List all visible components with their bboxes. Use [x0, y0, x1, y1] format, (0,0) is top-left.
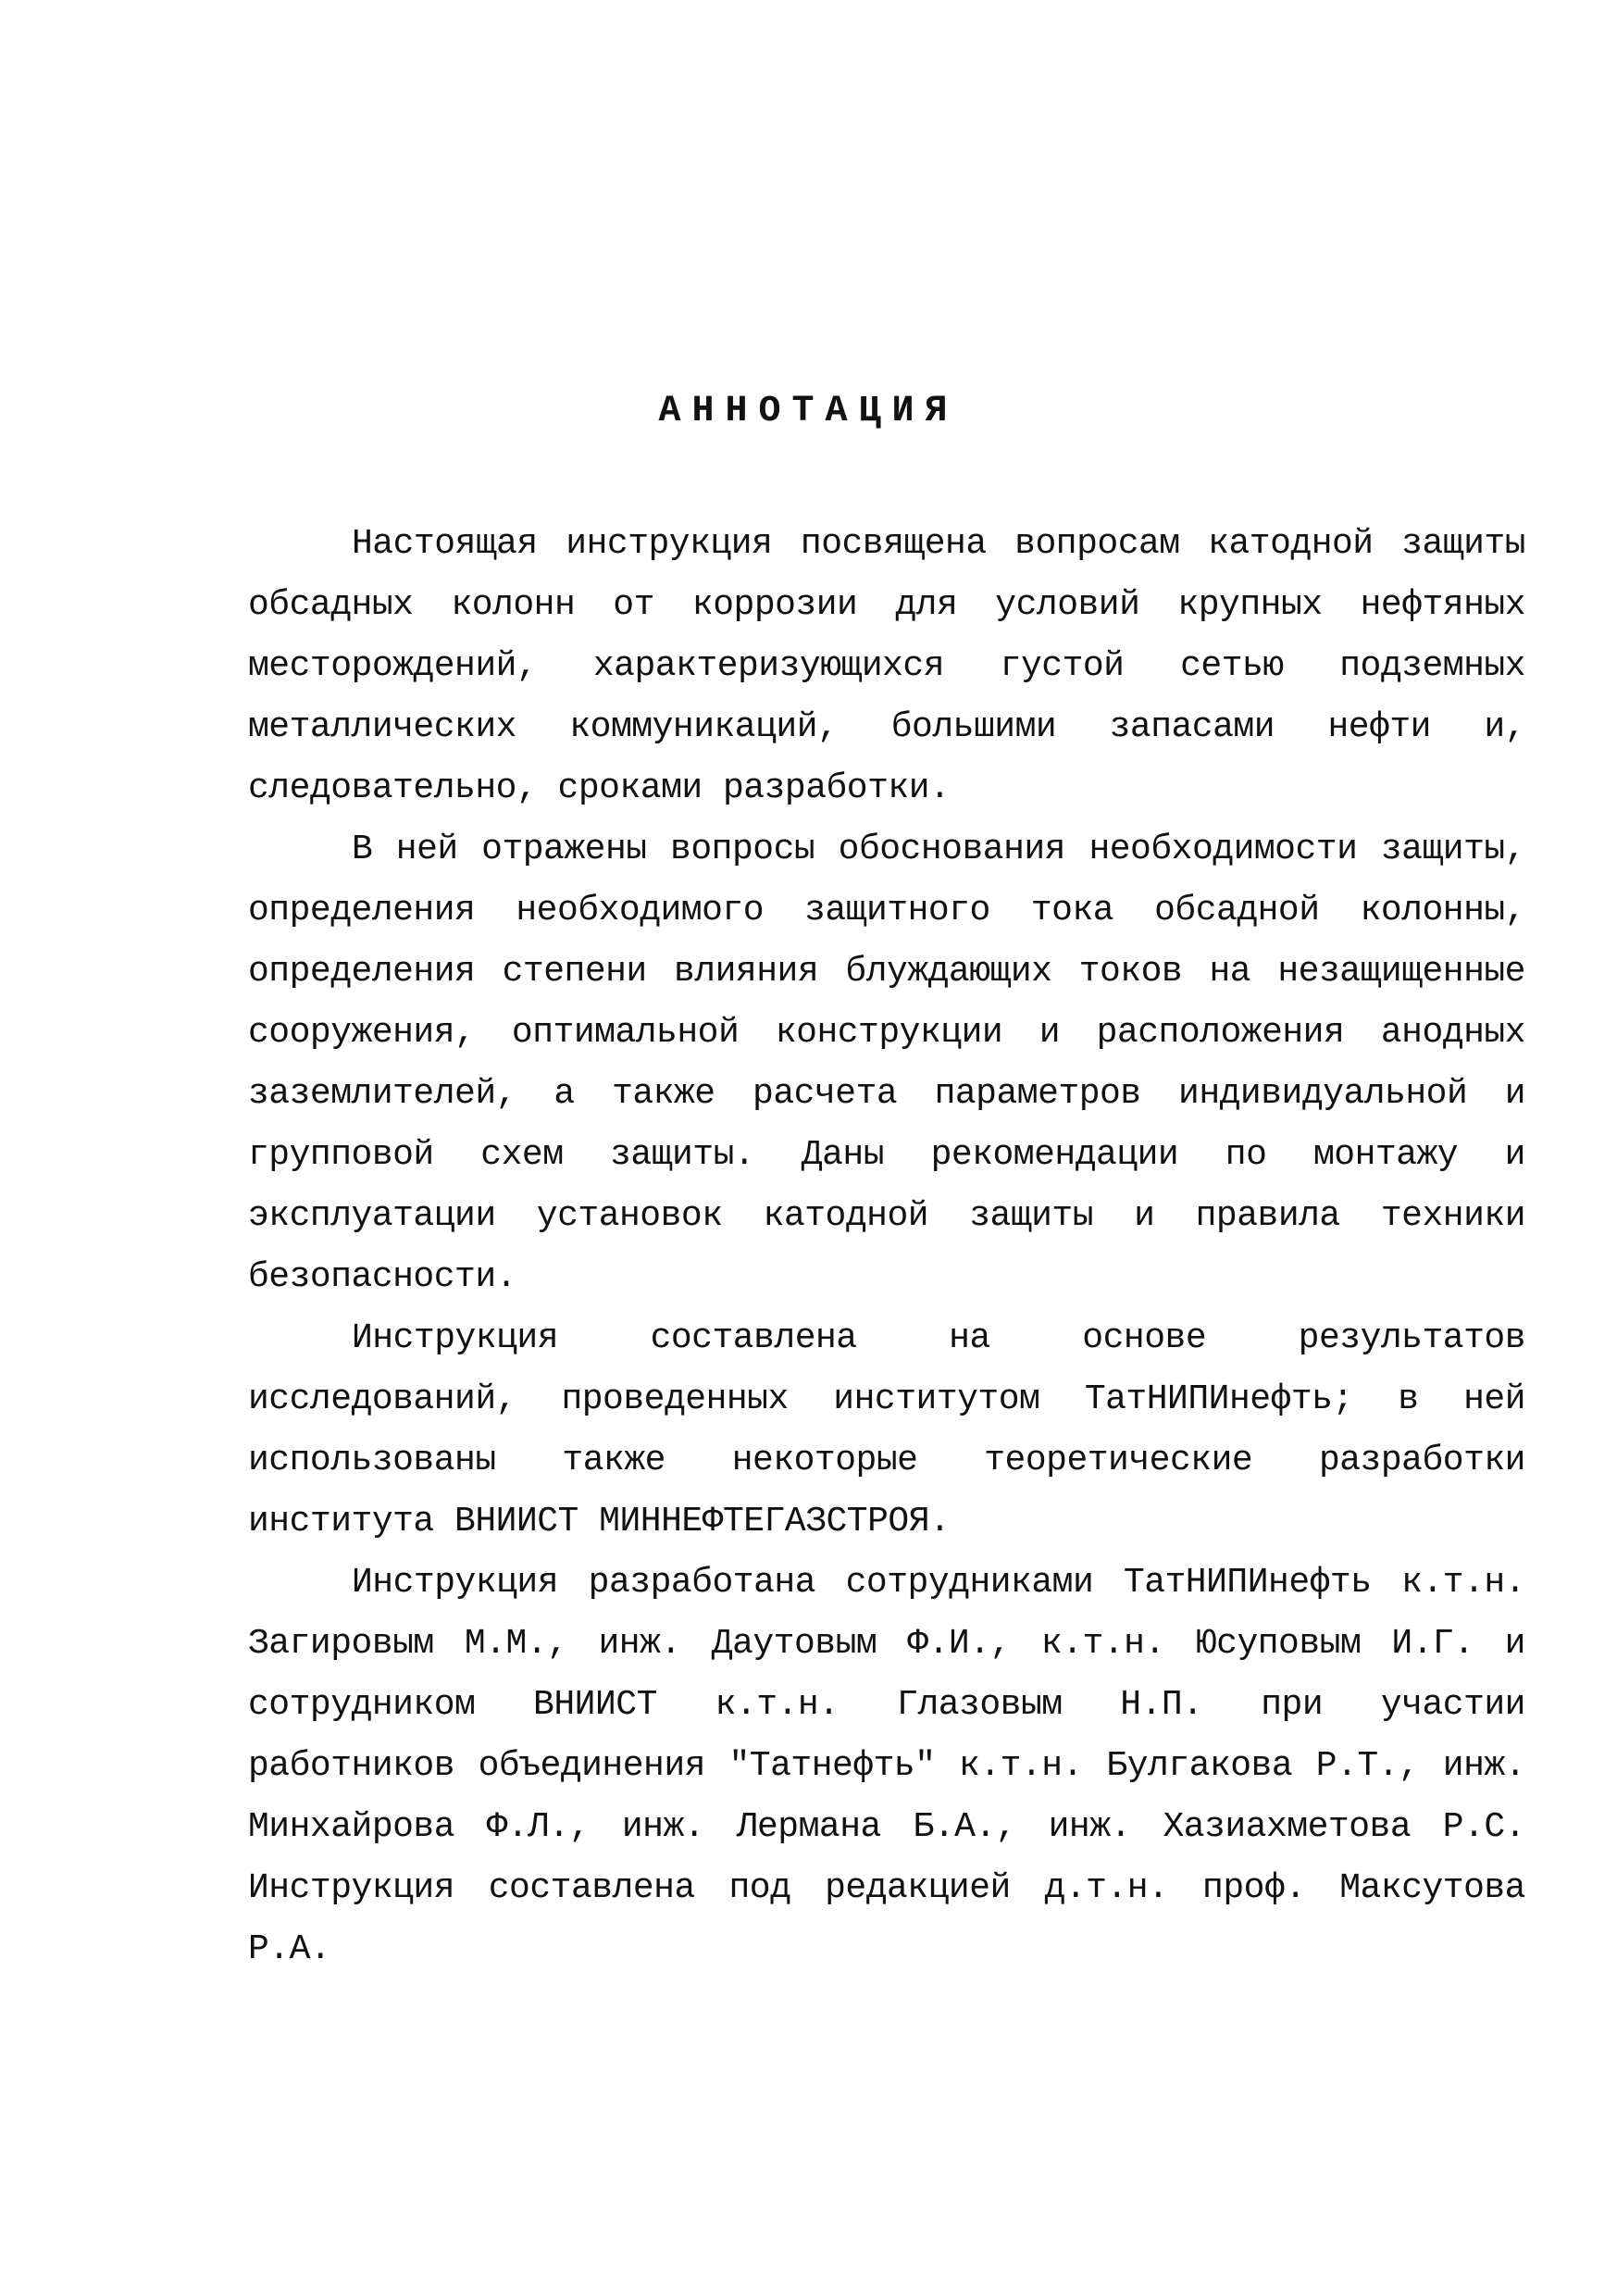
- paragraph-contents: В ней отражены вопросы обоснования необходимости защиты, определения необходимого защитного тока обсадной колонны, определения степени влияния блуждающих токов на незащищенные сооружения, оптимальной конструкции и расположения анодных заземлителей, а также расчета параметров индивидуальной и групповой схем защиты. Даны рекомендации по монтажу и эксплуатации установок катодной защиты и правила техники безопасности.: [248, 830, 1525, 1297]
- paragraph-authors: Инструкция разработана сотрудниками ТатНИПИнефть к.т.н. Загировым М.М., инж. Даутовым Ф.И., к.т.н. Юсуповым И.Г. и сотрудником ВНИИСТ к.т.н. Глазовым Н.П. при участии работников объединения "Татнефть" к.т.н. Булгакова Р.Т., инж. Минхайрова Ф.Л., инж. Лермана Б.А., инж. Хазиахметова Р.С. Инструкция составлена под редакцией д.т.н. проф. Максутова Р.А.: [248, 1563, 1525, 1969]
- paragraph-purpose: Настоящая инструкция посвящена вопросам катодной защиты обсадных колонн от коррозии для условий крупных нефтяных месторождений, характеризующихся густой сетью подземных металлических коммуникаций, большими запасами нефти и, следовательно, сроками разработки.: [248, 524, 1525, 808]
- annotation-body: [248, 514, 1525, 1980]
- page-title: АННОТАЦИЯ: [658, 391, 959, 432]
- paragraph-basis: Инструкция составлена на основе результатов исследований, проведенных институтом ТатНИПИнефть; в ней использованы также некоторые теоретические разработки института ВНИИСТ МИННЕФТЕГАЗСТРОЯ.: [248, 1318, 1525, 1541]
